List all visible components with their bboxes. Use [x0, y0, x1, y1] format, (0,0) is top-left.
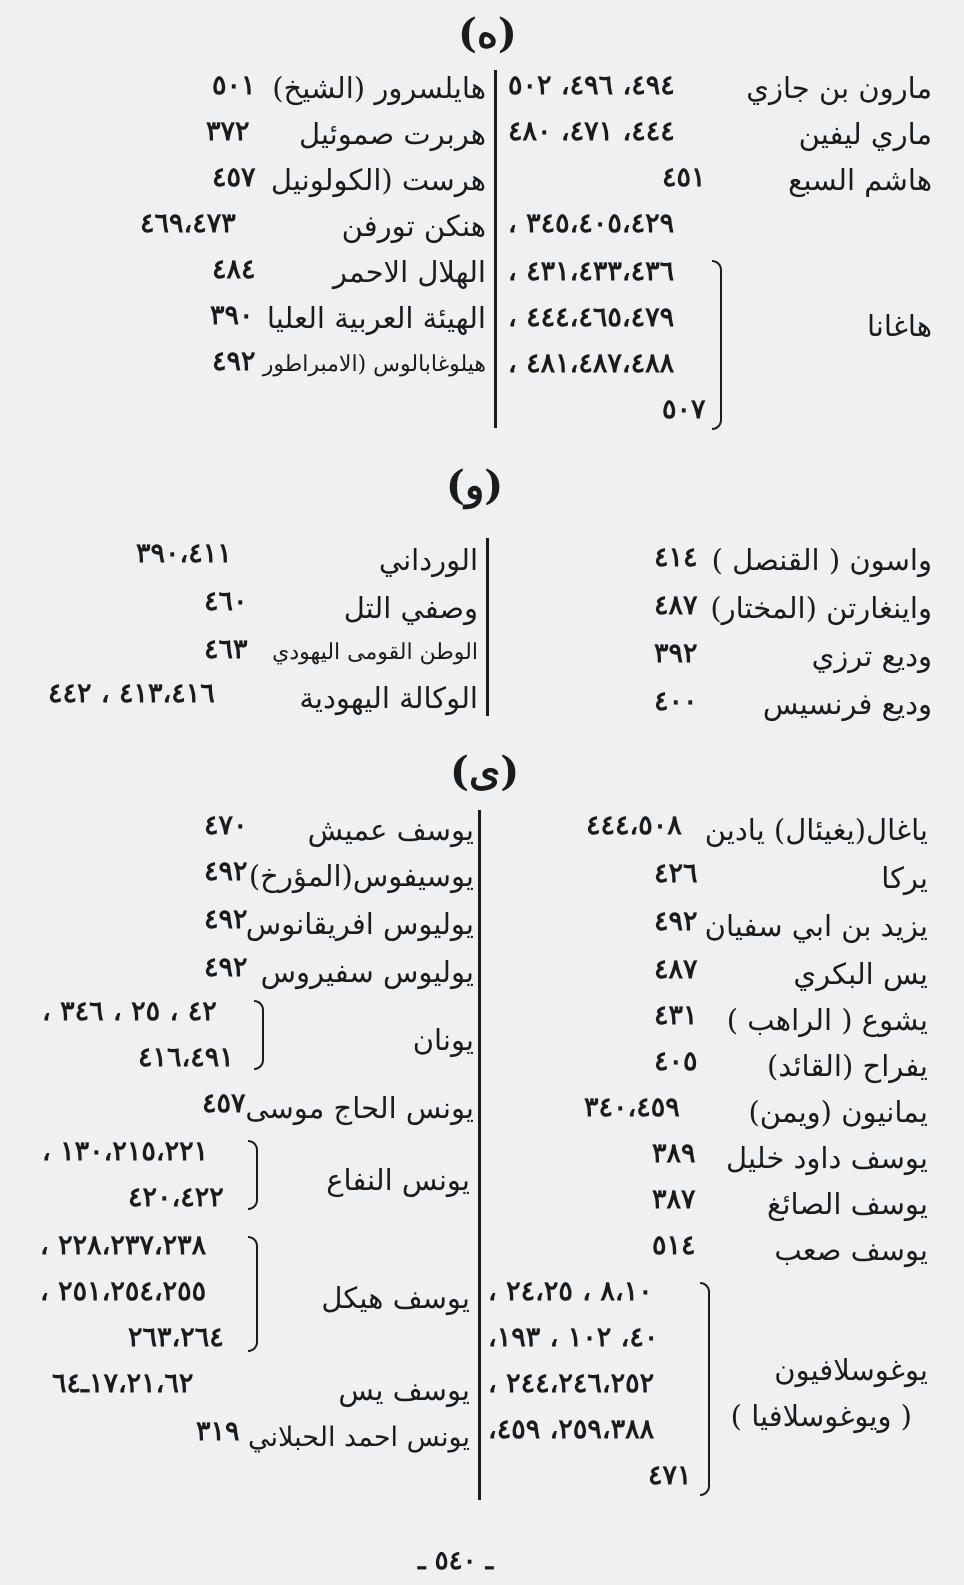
brace	[700, 1282, 710, 1496]
entry-pages: ٤٨٧	[654, 954, 698, 985]
entry-name: الورداني	[378, 543, 478, 577]
entry-pages: ٤٧١	[648, 1460, 692, 1491]
entry-pages: ٤٩٢	[204, 952, 248, 983]
entry-pages: ٤٨١،٤٨٧،٤٨٨ ،	[508, 348, 675, 379]
entry-pages: ١٣٠،٢١٥،٢٢١ ،	[42, 1136, 209, 1167]
entry-name: هاغانا	[866, 309, 932, 343]
entry-name: واسون ( القنصل )	[711, 543, 932, 577]
entry-pages: ٤٩٢	[212, 346, 256, 377]
entry-pages: ٣٩٢	[654, 638, 698, 669]
entry-name: وصفي التل	[343, 591, 478, 625]
entry-name: هايلسرور (الشيخ)	[272, 71, 486, 105]
entry-name: يوسف داود خليل	[726, 1141, 928, 1175]
column-divider-y	[478, 810, 481, 1500]
brace	[248, 1236, 258, 1352]
entry-name: يمانيون (ويمن)	[748, 1095, 928, 1129]
entry-name: الهلال الاحمر	[332, 255, 486, 289]
brace	[254, 1000, 264, 1070]
entry-pages: ٤٥٧	[212, 162, 256, 193]
entry-pages: ٣٧٢	[206, 116, 250, 147]
entry-pages: ٢٤٤،٢٤٦،٢٥٢ ،	[488, 1368, 655, 1399]
entry-name: يفراح (القائد)	[766, 1049, 928, 1083]
entry-pages: ٤٩٢	[204, 904, 248, 935]
entry-name: ( ويوغوسلافيا )	[730, 1399, 912, 1433]
entry-pages: ٢٥٩،٣٨٨، ٤٥٩،	[488, 1414, 655, 1445]
entry-name: يوليوس افريقانوس	[245, 907, 474, 941]
entry-name: يوسيفوس(المؤرخ)	[248, 859, 474, 893]
entry-pages: ٣٤٥،٤٠٥،٤٢٩ ،	[508, 208, 675, 239]
entry-pages: ٤٩٤، ٤٩٦، ٥٠٢	[508, 70, 675, 101]
entry-pages: ٤٥١	[662, 162, 706, 193]
entry-name: يركا	[881, 861, 928, 895]
entry-pages: ٥١٤	[652, 1230, 696, 1261]
entry-name: يونس النفاع	[326, 1163, 470, 1197]
entry-name: يزيد بن ابي سفيان	[704, 909, 928, 943]
entry-pages: ٤٢ ، ٢٥ ، ٣٤٦ ،	[42, 996, 217, 1027]
entry-name: الوكالة اليهودية	[299, 681, 478, 715]
entry-name: هربرت صموئيل	[298, 117, 486, 151]
entry-name: يوسف يس	[338, 1373, 470, 1407]
entry-pages: ٤٤٤، ٤٧١، ٤٨٠	[508, 116, 675, 147]
entry-name: الوطن القومى اليهودي	[272, 640, 478, 665]
brace	[248, 1140, 258, 1210]
entry-name: هاشم السبع	[788, 163, 932, 197]
entry-name: ياغال(يغيئال) يادين	[704, 813, 928, 847]
entry-name: وديع ترزي	[811, 639, 932, 673]
entry-pages: ٤٩٢	[204, 856, 248, 887]
entry-name: يوسف عميش	[307, 813, 474, 847]
entry-pages: ٤٦٣	[204, 634, 248, 665]
entry-name: ماري ليفين	[798, 117, 932, 151]
column-divider-w	[486, 538, 489, 716]
entry-pages: ٣٩٠	[210, 300, 254, 331]
entry-pages: ١٧،٢١،٦٢ـ٦٤	[52, 1368, 194, 1399]
entry-pages: ٢٥١،٢٥٤،٢٥٥ ،	[40, 1276, 207, 1307]
section-heading-y: (ى)	[450, 748, 520, 795]
entry-name: يوغوسلافيون	[774, 1353, 928, 1387]
entry-pages: ٤٦٠	[204, 586, 248, 617]
entry-pages: ٤١٦،٤٩١	[138, 1042, 234, 1073]
entry-pages: ٣٨٧	[652, 1184, 696, 1215]
entry-pages: ٣٨٩	[652, 1138, 696, 1169]
entry-name: يوليوس سفيروس	[260, 955, 474, 989]
entry-pages: ٤٧٠	[204, 810, 248, 841]
entry-name: هيلوغابالوس (الامبراطور	[262, 352, 486, 377]
entry-name: يونس احمد الحبلاني	[248, 1422, 470, 1453]
entry-pages: ٢٢٨،٢٣٧،٢٣٨ ،	[40, 1230, 207, 1261]
entry-pages: ٤٢٦	[654, 858, 698, 889]
entry-pages: ٥٠١	[212, 70, 256, 101]
entry-pages: ٤٤٤،٥٠٨	[586, 810, 682, 841]
entry-name: هنكن تورفن	[341, 209, 486, 243]
entry-name: يونان	[412, 1023, 474, 1057]
entry-pages: ٤١٤	[654, 542, 698, 573]
entry-pages: ٤٠، ١٠٢ ، ١٩٣،	[488, 1322, 659, 1353]
entry-pages: ٤٨٤	[212, 254, 256, 285]
brace	[712, 260, 722, 430]
entry-name: يشوع ( الراهب )	[726, 1003, 928, 1037]
column-divider-h	[494, 70, 497, 428]
entry-pages: ٤٦٩،٤٧٣	[140, 208, 236, 239]
entry-pages: ٤٤٤،٤٦٥،٤٧٩ ،	[508, 302, 675, 333]
entry-name: واينغارتن (المختار)	[710, 591, 932, 625]
entry-name: يس البكري	[793, 957, 928, 991]
entry-name: الهيئة العربية العليا	[266, 301, 486, 335]
entry-name: هرست (الكولونيل	[270, 163, 486, 197]
entry-pages: ٨،١٠ ، ٢٤،٢٥ ،	[488, 1276, 653, 1307]
entry-pages: ٣٤٠،٤٥٩	[584, 1092, 680, 1123]
entry-pages: ٢٦٣،٢٦٤	[128, 1322, 224, 1353]
entry-name: يوسف هيكل	[321, 1281, 470, 1315]
entry-name: يونس الحاج موسى	[245, 1091, 474, 1125]
entry-pages: ٤٠٠	[654, 686, 698, 717]
entry-pages: ٤٥٧	[202, 1088, 246, 1119]
entry-pages: ٤٣١،٤٣٣،٤٣٦ ،	[508, 256, 675, 287]
entry-pages: ٤٨٧	[654, 590, 698, 621]
entry-pages: ٤٩٢	[654, 906, 698, 937]
entry-name: مارون بن جازي	[746, 71, 932, 105]
entry-pages: ٣٩٠،٤١١	[136, 538, 232, 569]
entry-pages: ٤١٣،٤١٦ ، ٤٤٢	[48, 678, 215, 709]
entry-pages: ٣١٩	[196, 1416, 240, 1447]
section-heading-h: (ه)	[458, 10, 517, 57]
page-number: ـ ٥٤٠ ـ	[418, 1546, 494, 1576]
entry-pages: ٤٣١	[654, 1000, 698, 1031]
entry-pages: ٥٠٧	[662, 394, 706, 425]
entry-name: وديع فرنسيس	[762, 687, 932, 721]
entry-name: يوسف الصائغ	[767, 1187, 928, 1221]
entry-pages: ٤٠٥	[654, 1046, 698, 1077]
entry-pages: ٤٢٠،٤٢٢	[128, 1182, 224, 1213]
section-heading-w: (و)	[446, 462, 504, 509]
entry-name: يوسف صعب	[774, 1233, 928, 1267]
